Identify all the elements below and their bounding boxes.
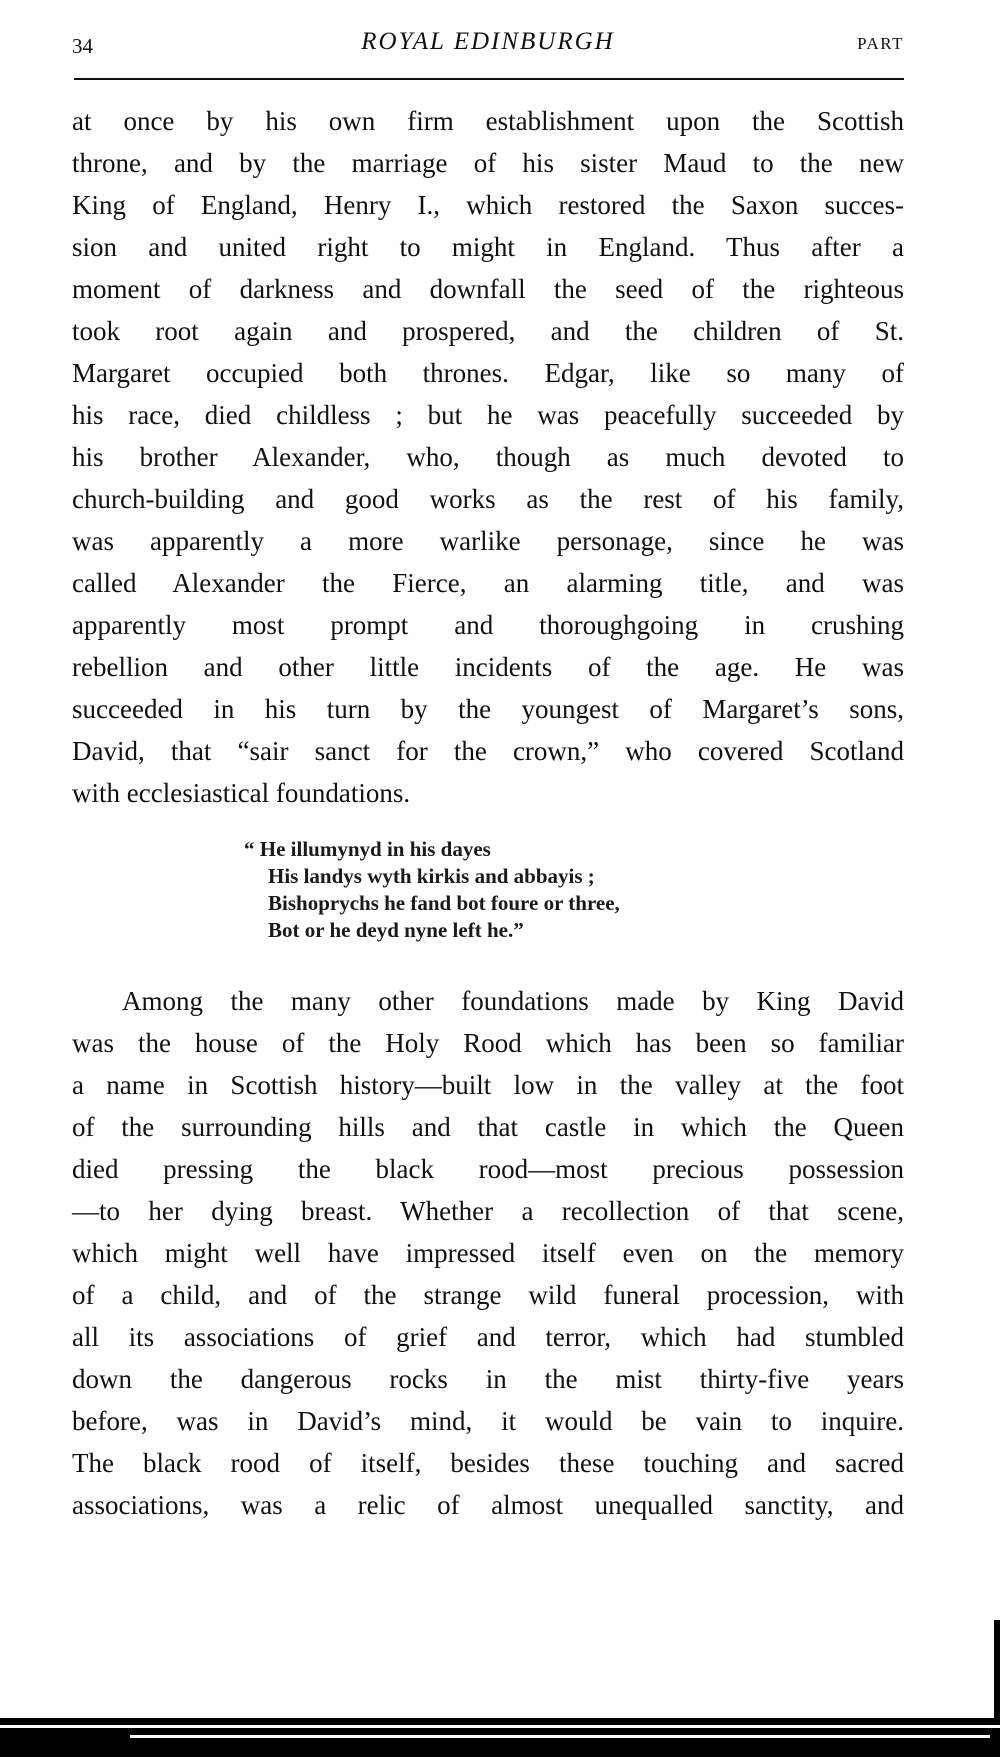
- scan-edge-streak: [130, 1735, 990, 1738]
- running-title: ROYAL EDINBURGH: [361, 28, 615, 55]
- text-line: his brother Alexander, who, though as much devoted to: [72, 442, 904, 472]
- text-line: church-building and good works as the rest of his family,: [72, 484, 904, 514]
- text-line: before, was in David’s mind, it would be vain to inquire.: [72, 1406, 904, 1436]
- verse-line: “ He illumynyd in his dayes: [244, 837, 491, 861]
- text-line: was the house of the Holy Rood which has been so familiar: [72, 1028, 904, 1058]
- text-line: of a child, and of the strange wild funeral procession, with: [72, 1280, 904, 1310]
- text-line: —to her dying breast. Whether a recollection of that scene,: [72, 1196, 904, 1226]
- paragraph-1: [72, 100, 904, 814]
- text-line: sion and united right to might in England. Thus after a: [72, 232, 904, 262]
- header-rule: [74, 78, 904, 80]
- text-line: was apparently a more warlike personage, since he was: [72, 526, 904, 556]
- text-line: apparently most prompt and thoroughgoing in crushing: [72, 610, 904, 640]
- text-line: Among the many other foundations made by King David: [122, 986, 904, 1016]
- scan-edge-streak: [0, 1725, 1000, 1728]
- text-line: succeeded in his turn by the youngest of Margaret’s sons,: [72, 694, 904, 724]
- verse-line: His landys wyth kirkis and abbayis ;: [268, 864, 595, 888]
- text-line: down the dangerous rocks in the mist thirty-five years: [72, 1364, 904, 1394]
- text-line: which might well have impressed itself even on the memory: [72, 1238, 904, 1268]
- verse-line: Bot or he deyd nyne left he.”: [268, 918, 524, 942]
- text-line: took root again and prospered, and the children of St.: [72, 316, 904, 346]
- text-line: a name in Scottish history—built low in the valley at the foot: [72, 1070, 904, 1100]
- verse-quotation: [244, 836, 620, 944]
- running-head: [72, 28, 904, 64]
- verse-line: Bishoprychs he fand bot foure or three,: [268, 891, 620, 915]
- text-line: with ecclesiastical foundations.: [72, 778, 411, 808]
- text-line: rebellion and other little incidents of the age. He was: [72, 652, 904, 682]
- text-line: moment of darkness and downfall the seed of the righteous: [72, 274, 904, 304]
- text-line: at once by his own firm establishment upon the Scottish: [72, 106, 904, 136]
- part-label: PART: [857, 34, 904, 53]
- text-line: all its associations of grief and terror, which had stumbled: [72, 1322, 904, 1352]
- text-line: The black rood of itself, besides these touching and sacred: [72, 1448, 904, 1478]
- paragraph-2: [72, 980, 904, 1526]
- text-line: King of England, Henry I., which restored the Saxon succes-: [72, 190, 904, 220]
- text-line: his race, died childless ; but he was peacefully succeeded by: [72, 400, 904, 430]
- text-line: called Alexander the Fierce, an alarming title, and was: [72, 568, 904, 598]
- text-line: Margaret occupied both thrones. Edgar, like so many of: [72, 358, 904, 388]
- text-line: of the surrounding hills and that castle in which the Queen: [72, 1112, 904, 1142]
- text-line: throne, and by the marriage of his sister Maud to the new: [72, 148, 904, 178]
- text-line: associations, was a relic of almost unequalled sanctity, and: [72, 1490, 904, 1520]
- text-line: David, that “sair sanct for the crown,” who covered Scotland: [72, 736, 904, 766]
- page-number: 34: [72, 34, 93, 58]
- text-line: died pressing the black rood—most precious possession: [72, 1154, 904, 1184]
